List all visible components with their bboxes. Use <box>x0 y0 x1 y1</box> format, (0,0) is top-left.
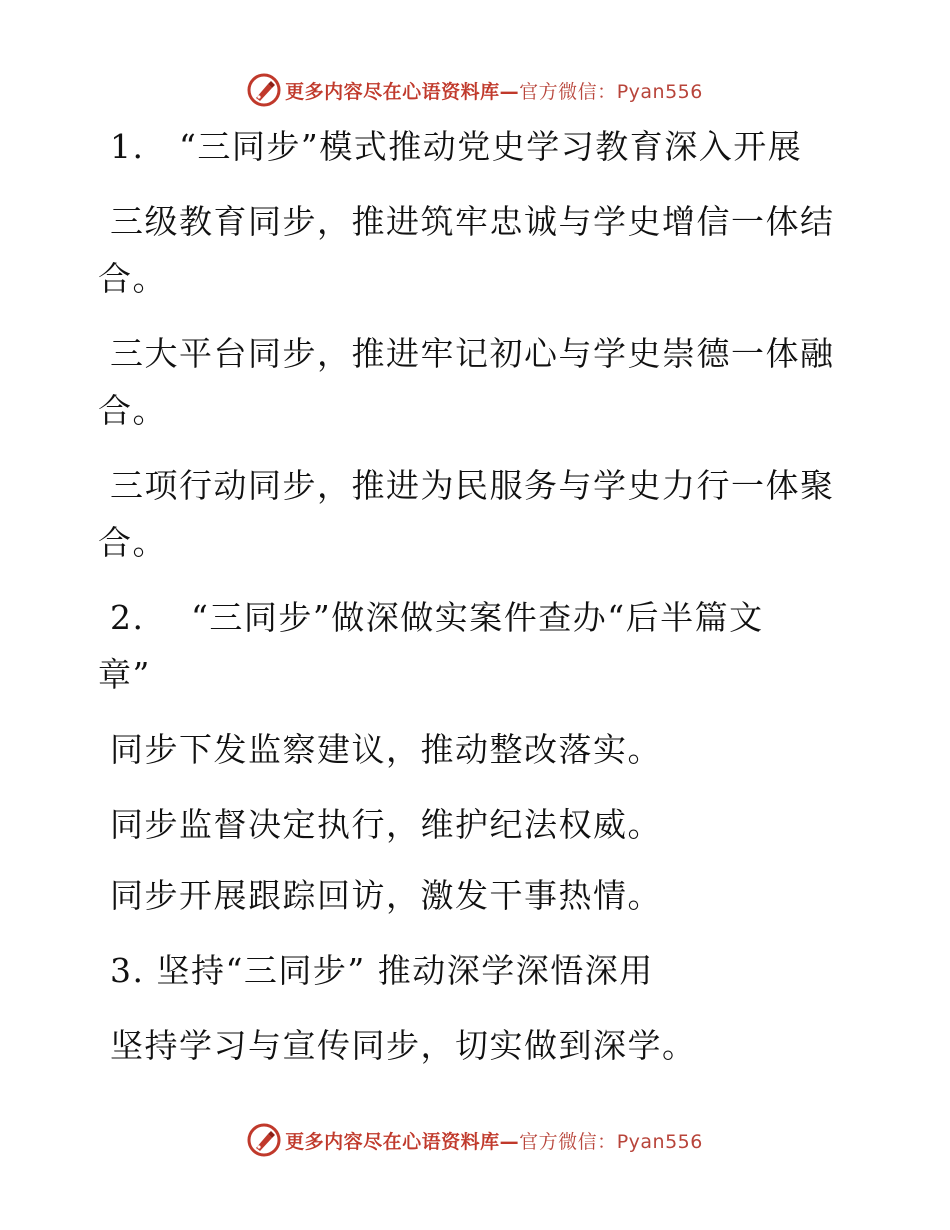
pen-logo-icon <box>247 1123 281 1157</box>
heading-1: 1. “三同步”模式推动党史学习教育深入开展 <box>110 127 803 166</box>
paragraph-line: 同步下发监察建议，推动整改落实。 <box>110 730 662 769</box>
paragraph-line: 三大平台同步，推进牢记初心与学史崇德一体融 <box>110 334 835 373</box>
header-wechat-id: Pyan556 <box>616 80 703 103</box>
footer-banner <box>0 1120 950 1160</box>
paragraph-line: 合。 <box>98 259 167 298</box>
pen-logo-icon <box>247 73 281 107</box>
footer-banner-title: 更多内容尽在心语资料库 <box>285 1130 500 1153</box>
footer-banner-dash: — <box>499 1130 520 1153</box>
paragraph-line: 章” <box>98 655 151 694</box>
header-banner <box>0 70 950 110</box>
heading-2: 2. “三同步”做深做实案件查办“后半篇文 <box>110 598 764 637</box>
heading-3: 3. 坚持“三同步” 推动深学深悟深用 <box>110 951 654 990</box>
footer-wechat-id: Pyan556 <box>616 1130 703 1153</box>
footer-wechat-label: 官方微信： <box>519 1130 617 1153</box>
header-banner-title: 更多内容尽在心语资料库 <box>285 80 500 103</box>
paragraph-line: 同步开展跟踪回访，激发干事热情。 <box>110 876 662 915</box>
paragraph-line: 合。 <box>98 391 167 430</box>
header-wechat-label: 官方微信： <box>519 80 617 103</box>
paragraph-line: 同步监督决定执行，维护纪法权威。 <box>110 805 662 844</box>
header-banner-text <box>285 77 703 104</box>
paragraph-line: 三项行动同步，推进为民服务与学史力行一体聚 <box>110 466 835 505</box>
header-banner-dash: — <box>499 80 520 103</box>
paragraph-line: 三级教育同步，推进筑牢忠诚与学史增信一体结 <box>110 202 835 241</box>
footer-banner-text <box>285 1127 703 1154</box>
paragraph-line: 坚持学习与宣传同步，切实做到深学。 <box>110 1026 697 1065</box>
paragraph-line: 合。 <box>98 523 167 562</box>
